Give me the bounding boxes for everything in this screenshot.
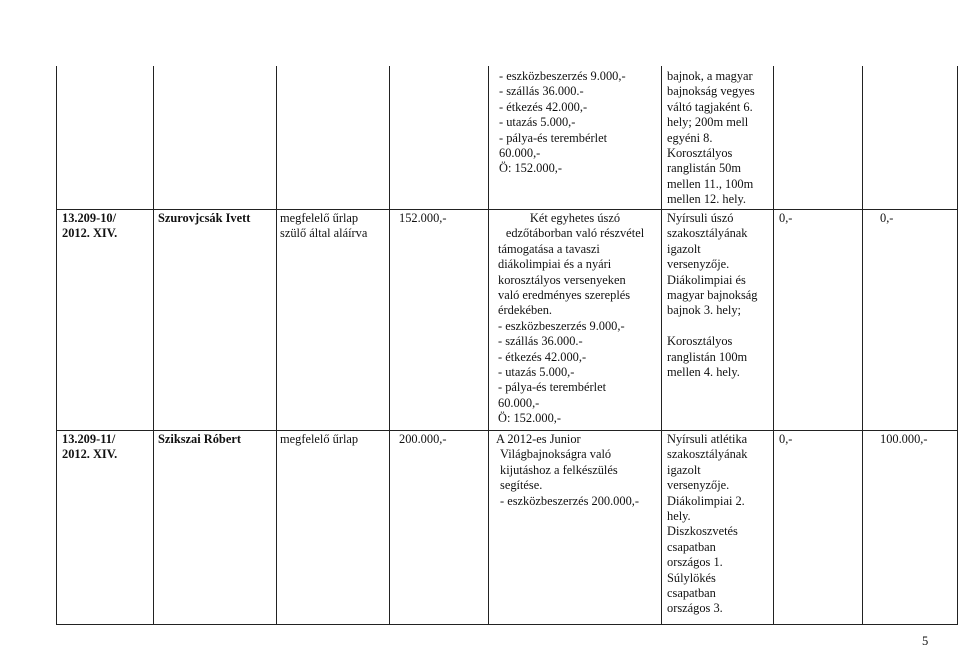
col-border	[862, 66, 863, 625]
amount-col8: 0,-	[779, 432, 793, 446]
row-border	[56, 430, 958, 431]
requested-amount: 200.000,-	[399, 432, 447, 446]
purpose: A 2012-es Junior Világbajnokságra való kijutáshoz a felkészülés segítése. - eszközbeszerzés 200.000,-	[496, 432, 639, 508]
results: Nyírsuli úszó szakosztályának igazolt versenyzője. Diákolimpiai és magyar bajnokság bajnok 3. hely; Korosztályos ranglistán 100m mellen 4. hely.	[667, 211, 758, 380]
page-number: 5	[922, 634, 929, 648]
application-form: megfelelő űrlap szülő által aláírva	[280, 211, 368, 241]
amount-col9: 100.000,-	[880, 432, 928, 446]
col-border	[276, 66, 277, 625]
application-form: megfelelő űrlap	[280, 432, 359, 446]
row-id: 13.209-10/ 2012. XIV.	[62, 211, 118, 241]
row-border	[56, 624, 958, 625]
amount-col9: 0,-	[880, 211, 894, 225]
row-border	[56, 209, 958, 210]
col-border	[153, 66, 154, 625]
purpose: Két egyhetes úszó edzőtáborban való részvétel támogatása a tavaszi diákolimpiai és a nyári korosztályos versenyeken való eredményes szereplés érdekében. - eszközbeszerzés 9.000,- - szállás 36.000.- - étkezés 42.000,- - utazás 5.000,- - pálya-és terembérlet 60.000,- Ö: 152.000,-	[498, 211, 645, 426]
requested-amount: 152.000,-	[399, 211, 447, 225]
col-border	[773, 66, 774, 625]
continued-results: bajnok, a magyar bajnokság vegyes váltó tagjaként 6. hely; 200m mell egyéni 8. Korosztályos ranglistán 50m mellen 11., 100m mellen 12. hely.	[667, 69, 755, 207]
continued-purpose: - eszközbeszerzés 9.000,- - szállás 36.000.- - étkezés 42.000,- - utazás 5.000,- - pálya-és terembérlet 60.000,- Ö: 152.000,-	[499, 69, 626, 176]
applicant-name: Szikszai Róbert	[158, 432, 241, 446]
col-border	[56, 66, 57, 625]
results: Nyírsuli atlétika szakosztályának igazolt versenyzője. Diákolimpiai 2. hely. Diszkoszvetés csapatban országos 1. Súlylökés csapatban országos 3.	[667, 432, 748, 616]
col-border	[661, 66, 662, 625]
col-border	[957, 66, 958, 625]
applicant-name: Szurovjcsák Ivett	[158, 211, 251, 225]
col-border	[389, 66, 390, 625]
amount-col8: 0,-	[779, 211, 793, 225]
row-id: 13.209-11/ 2012. XIV.	[62, 432, 118, 462]
